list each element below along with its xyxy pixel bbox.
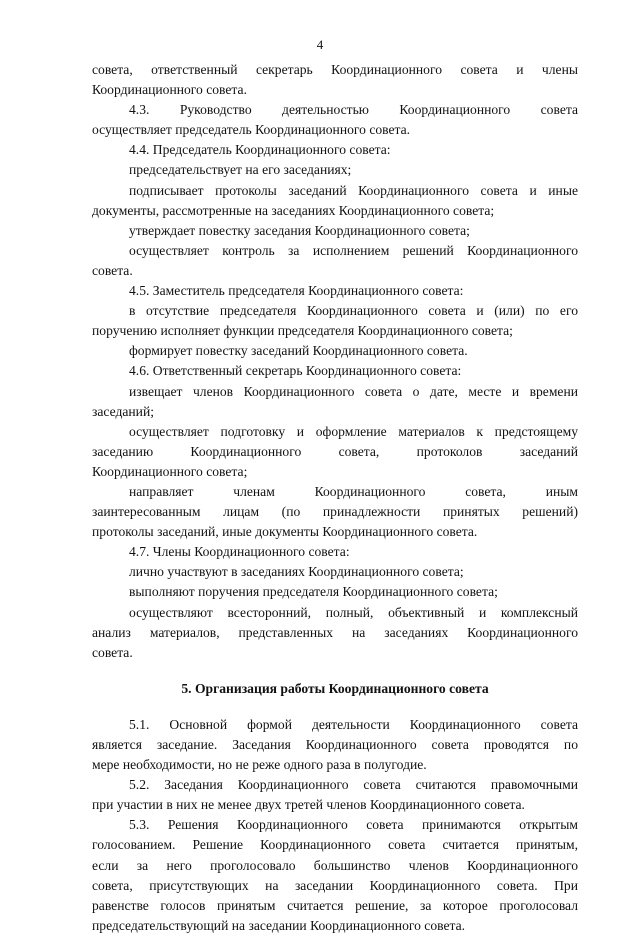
text-line: 4.4. Председатель Координационного совета: xyxy=(129,142,391,158)
text-line: заинтересованным лицам (по принадлежности принятых решений) xyxy=(92,504,578,520)
text-line: совета, ответственный секретарь Координационного совета и члены xyxy=(92,62,578,77)
text-line: председательствует на его заседаниях; xyxy=(129,162,352,178)
text-line: формирует повестку заседаний Координационного совета. xyxy=(129,343,468,359)
section-5-text xyxy=(92,715,578,936)
text-line: Координационного совета. xyxy=(92,82,247,98)
text-line: если за него проголосовало большинство членов Координационного xyxy=(92,857,578,873)
text-line: голосованием. Решение Координационного совета считается принятым, xyxy=(92,837,578,853)
text-line: 4.3. Руководство деятельностью Координационного совета xyxy=(129,102,578,118)
text-line: в отсутствие председателя Координационного совета и (или) по его xyxy=(129,303,578,319)
text-line: председательствующий на заседании Координационного совета. xyxy=(92,917,466,933)
section-4-text xyxy=(92,60,578,663)
text-line: протоколы заседаний, иные документы Координационного совета. xyxy=(92,524,478,540)
section-heading: 5. Организация работы Координационного совета xyxy=(181,680,489,696)
text-line: направляет членам Координационного совета, иным xyxy=(129,483,578,499)
text-line: извещает членов Координационного совета о дате, месте и времени xyxy=(129,383,578,399)
text-line: при участии в них не менее двух третей членов Координационного совета. xyxy=(92,797,525,813)
text-line: 4.5. Заместитель председателя Координационного совета: xyxy=(129,283,464,299)
text-line: заседаний; xyxy=(92,403,155,419)
text-line: мере необходимости, но не реже одного раза в полугодие. xyxy=(92,757,427,773)
text-line: выполняют поручения председателя Координационного совета; xyxy=(129,584,498,600)
text-line: подписывает протоколы заседаний Координационного совета и иные xyxy=(129,182,578,198)
text-line: поручению исполняет функции председателя Координационного совета; xyxy=(92,323,513,339)
text-line: документы, рассмотренные на заседаниях Координационного совета; xyxy=(92,202,495,218)
page-number: 4 xyxy=(316,37,324,52)
text-line: осуществляет контроль за исполнением решений Координационного xyxy=(129,242,578,258)
text-line: 4.7. Члены Координационного совета: xyxy=(129,544,350,560)
text-line: совета. xyxy=(92,644,133,660)
text-line: совета, присутствующих на заседании Координационного совета. При xyxy=(92,877,578,893)
text-line: утверждает повестку заседания Координационного совета; xyxy=(129,222,470,238)
text-line: осуществляют всесторонний, полный, объективный и комплексный xyxy=(129,604,578,620)
document-body xyxy=(92,60,578,936)
text-line: лично участвуют в заседаниях Координационного совета; xyxy=(129,564,464,580)
text-line: 5.3. Решения Координационного совета принимаются открытым xyxy=(129,817,578,833)
text-line: осуществляет председатель Координационного совета. xyxy=(92,122,411,138)
text-line: заседанию Координационного совета, протоколов заседаний xyxy=(92,443,578,459)
text-line: осуществляет подготовку и оформление материалов к предстоящему xyxy=(129,423,578,439)
text-line: анализ материалов, представленных на заседаниях Координационного xyxy=(92,624,578,640)
text-line: 5.2. Заседания Координационного совета считаются правомочными xyxy=(129,777,578,793)
text-line: Координационного совета; xyxy=(92,463,248,479)
text-line: 5.1. Основной формой деятельности Координационного совета xyxy=(129,716,578,732)
text-line: является заседание. Заседания Координационного совета проводятся по xyxy=(92,737,578,752)
text-line: 4.6. Ответственный секретарь Координационного совета: xyxy=(129,363,462,379)
text-line: совета. xyxy=(92,262,133,278)
text-line: равенстве голосов принятым считается решение, за которое проголосовал xyxy=(92,897,578,913)
